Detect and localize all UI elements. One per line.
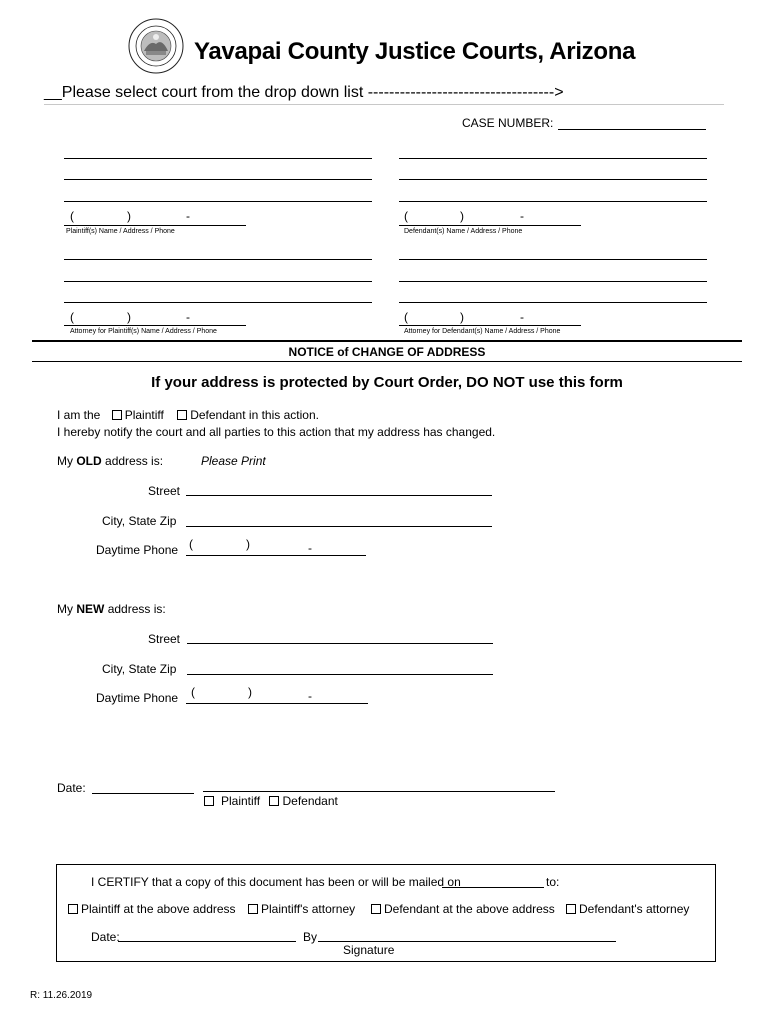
certify-by-label: By	[303, 930, 318, 944]
defendant-option-label: Defendant	[190, 408, 246, 422]
attorney-defendant-address-line-1[interactable]	[399, 281, 707, 282]
court-select-dropdown[interactable]: __Please select court from the drop down list ----------------------------------->	[44, 84, 724, 105]
plaintiff-paren-close: )	[127, 209, 131, 223]
attorney-plaintiff-phone-line[interactable]	[64, 325, 246, 326]
my-label-new: My	[57, 602, 73, 616]
plaintiff-phone-line[interactable]	[64, 225, 246, 226]
certify-option-1-label: Plaintiff at the above address	[81, 902, 236, 916]
case-number-label: CASE NUMBER:	[462, 116, 554, 130]
defendant-caption: Defendant(s) Name / Address / Phone	[404, 228, 523, 235]
new-street-label: Street	[148, 632, 181, 646]
i-am-the-label: I am the	[57, 408, 101, 422]
page-title: Yavapai County Justice Courts, Arizona	[194, 38, 636, 65]
certify-option-4-label: Defendant's attorney	[579, 902, 690, 916]
plaintiff-address-line-2[interactable]	[64, 201, 372, 202]
attorney-defendant-caption: Attorney for Defendant(s) Name / Address / Phone	[404, 328, 561, 335]
notice-title: NOTICE of CHANGE OF ADDRESS	[288, 345, 486, 359]
new-phone-paren-close: )	[248, 685, 252, 699]
attorney-plaintiff-paren-close: )	[127, 310, 131, 324]
old-street-label: Street	[148, 484, 181, 498]
defendant-paren-open: (	[404, 209, 408, 223]
new-street-field[interactable]	[187, 643, 493, 644]
case-number-field[interactable]	[558, 129, 706, 130]
plaintiff-address-line-1[interactable]	[64, 179, 372, 180]
new-phone-paren-open: (	[191, 685, 195, 699]
new-label: NEW	[76, 602, 105, 616]
old-city-field[interactable]	[186, 526, 492, 527]
defendant-phone-dash: -	[520, 209, 524, 223]
attorney-plaintiff-name-line[interactable]	[64, 259, 372, 260]
party-role-row	[57, 408, 319, 422]
old-city-label: City, State Zip	[102, 514, 177, 528]
attorney-plaintiff-phone-dash: -	[186, 310, 190, 324]
certify-statement: I CERTIFY that a copy of this document has been or will be mailed on	[91, 875, 461, 889]
certify-option-4	[566, 902, 689, 916]
in-this-action-label: in this action.	[248, 408, 319, 422]
certify-plaintiff-checkbox[interactable]	[68, 904, 78, 914]
signer-defendant-checkbox[interactable]	[269, 796, 279, 806]
my-label: My	[57, 454, 73, 468]
certify-defendant-attorney-checkbox[interactable]	[566, 904, 576, 914]
new-phone-dash: -	[308, 689, 312, 703]
old-street-field[interactable]	[186, 495, 492, 496]
defendant-address-line-1[interactable]	[399, 179, 707, 180]
county-seal	[128, 18, 184, 74]
attorney-defendant-phone-line[interactable]	[399, 325, 581, 326]
signer-role-row	[204, 794, 338, 808]
new-phone-field[interactable]	[186, 703, 368, 704]
old-phone-dash: -	[308, 541, 312, 555]
old-phone-label: Daytime Phone	[96, 543, 179, 557]
defendant-checkbox[interactable]	[177, 410, 187, 420]
signer-defendant-label: Defendant	[282, 794, 338, 808]
defendant-phone-line[interactable]	[399, 225, 581, 226]
new-city-field[interactable]	[187, 674, 493, 675]
notice-bottom-rule	[32, 361, 742, 362]
signature-field[interactable]	[203, 791, 555, 792]
defendant-address-line-2[interactable]	[399, 201, 707, 202]
revision-date: R: 11.26.2019	[30, 990, 93, 1001]
attorney-defendant-paren-close: )	[460, 310, 464, 324]
attorney-defendant-phone-dash: -	[520, 310, 524, 324]
certify-option-3-label: Defendant at the above address	[384, 902, 555, 916]
new-city-label: City, State Zip	[102, 662, 177, 676]
new-address-heading	[57, 602, 166, 616]
old-phone-paren-close: )	[246, 537, 250, 551]
old-phone-paren-open: (	[189, 537, 193, 551]
certify-signature-caption: Signature	[343, 943, 395, 957]
new-phone-label: Daytime Phone	[96, 691, 179, 705]
old-phone-field[interactable]	[186, 555, 366, 556]
address-is-label: address is:	[105, 454, 164, 468]
certify-option-1	[68, 902, 236, 916]
certify-signature-field[interactable]	[318, 941, 616, 942]
attorney-plaintiff-caption: Attorney for Plaintiff(s) Name / Address / Phone	[70, 328, 217, 335]
date-label: Date:	[57, 781, 86, 795]
signer-plaintiff-label: Plaintiff	[221, 794, 261, 808]
plaintiff-option-label: Plaintiff	[124, 408, 164, 422]
please-print-note: Please Print	[201, 454, 266, 468]
attorney-plaintiff-address-line-1[interactable]	[64, 281, 372, 282]
date-field[interactable]	[92, 793, 194, 794]
plaintiff-checkbox[interactable]	[112, 410, 122, 420]
certify-date-field[interactable]	[118, 941, 296, 942]
protected-address-warning: If your address is protected by Court Order, DO NOT use this form	[151, 374, 623, 391]
notice-top-rule	[32, 340, 742, 342]
attorney-plaintiff-paren-open: (	[70, 310, 74, 324]
address-is-label-new: address is:	[107, 602, 166, 616]
certify-option-2-label: Plaintiff's attorney	[261, 902, 356, 916]
plaintiff-phone-dash: -	[186, 209, 190, 223]
attorney-plaintiff-address-line-2[interactable]	[64, 302, 372, 303]
notify-statement: I hereby notify the court and all parties to this action that my address has changed.	[57, 425, 496, 439]
plaintiff-paren-open: (	[70, 209, 74, 223]
attorney-defendant-address-line-2[interactable]	[399, 302, 707, 303]
certify-defendant-checkbox[interactable]	[371, 904, 381, 914]
signer-plaintiff-checkbox[interactable]	[204, 796, 214, 806]
defendant-name-line[interactable]	[399, 158, 707, 159]
certify-option-2	[248, 902, 355, 916]
defendant-paren-close: )	[460, 209, 464, 223]
old-address-heading	[57, 454, 163, 468]
attorney-defendant-name-line[interactable]	[399, 259, 707, 260]
certify-option-3	[371, 902, 555, 916]
certify-to-label: to:	[546, 875, 560, 889]
plaintiff-name-line[interactable]	[64, 158, 372, 159]
plaintiff-caption: Plaintiff(s) Name / Address / Phone	[66, 228, 175, 235]
certify-plaintiff-attorney-checkbox[interactable]	[248, 904, 258, 914]
mailed-date-field[interactable]	[442, 887, 544, 888]
certify-date-label: Date:	[91, 930, 120, 944]
old-label: OLD	[76, 454, 102, 468]
attorney-defendant-paren-open: (	[404, 310, 408, 324]
